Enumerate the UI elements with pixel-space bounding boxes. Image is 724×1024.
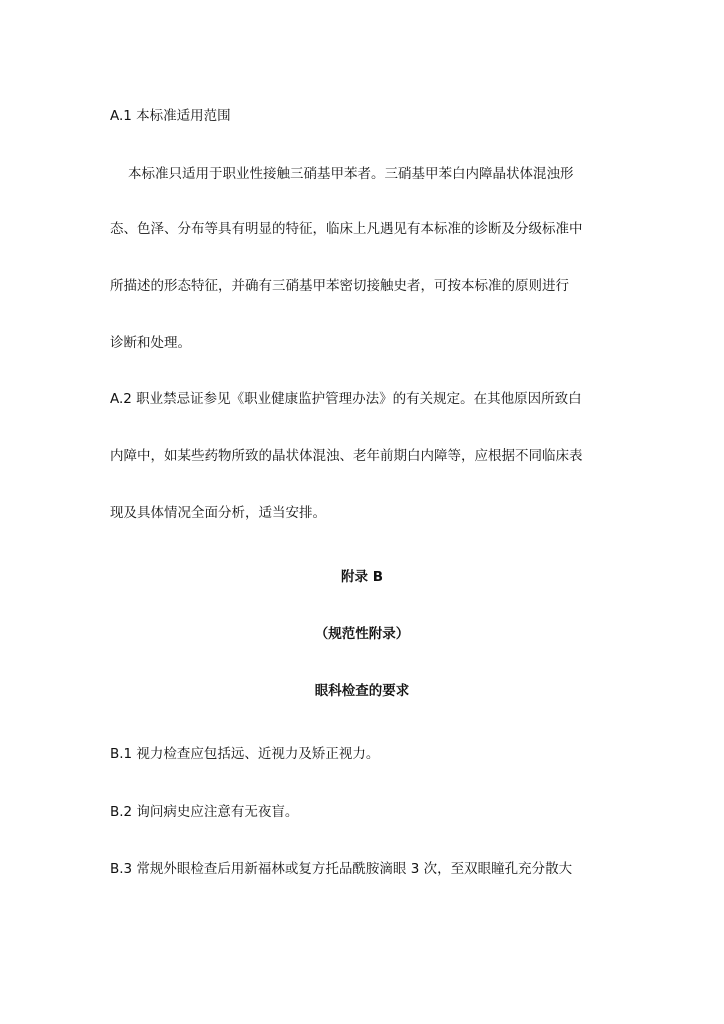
appendix-b-title: 附录 B bbox=[341, 569, 383, 585]
appendix-b-heading: 眼科检查的要求 bbox=[314, 683, 410, 699]
b2-item: B.2 询问病史应注意有无夜盲。 bbox=[110, 804, 299, 820]
a2-paragraph-line-2: 内障中，如某些药物所致的晶状体混浊、老年前期白内障等，应根据不同临床表 bbox=[110, 448, 583, 464]
a1-paragraph-line-2: 态、色泽、分布等具有明显的特征，临床上凡遇见有本标准的诊断及分级标准中 bbox=[110, 221, 583, 237]
a1-heading: A.1 本标准适用范围 bbox=[110, 108, 231, 124]
a1-paragraph-line-4: 诊断和处理。 bbox=[110, 335, 191, 351]
a2-paragraph-line-1: A.2 职业禁忌证参见《职业健康监护管理办法》的有关规定。在其他原因所致白 bbox=[110, 391, 582, 407]
b3-item: B.3 常规外眼检查后用新福林或复方托品酰胺滴眼 3 次，至双眼瞳孔充分散大 bbox=[110, 861, 573, 877]
appendix-b-subtitle: （规范性附录） bbox=[314, 626, 410, 642]
b1-item: B.1 视力检查应包括远、近视力及矫正视力。 bbox=[110, 746, 380, 762]
a1-paragraph-line-1: 本标准只适用于职业性接触三硝基甲苯者。三硝基甲苯白内障晶状体混浊形 bbox=[128, 166, 574, 182]
a1-paragraph-line-3: 所描述的形态特征，并确有三硝基甲苯密切接触史者，可按本标准的原则进行 bbox=[110, 278, 569, 294]
a2-paragraph-line-3: 现及具体情况全面分析，适当安排。 bbox=[110, 505, 326, 521]
